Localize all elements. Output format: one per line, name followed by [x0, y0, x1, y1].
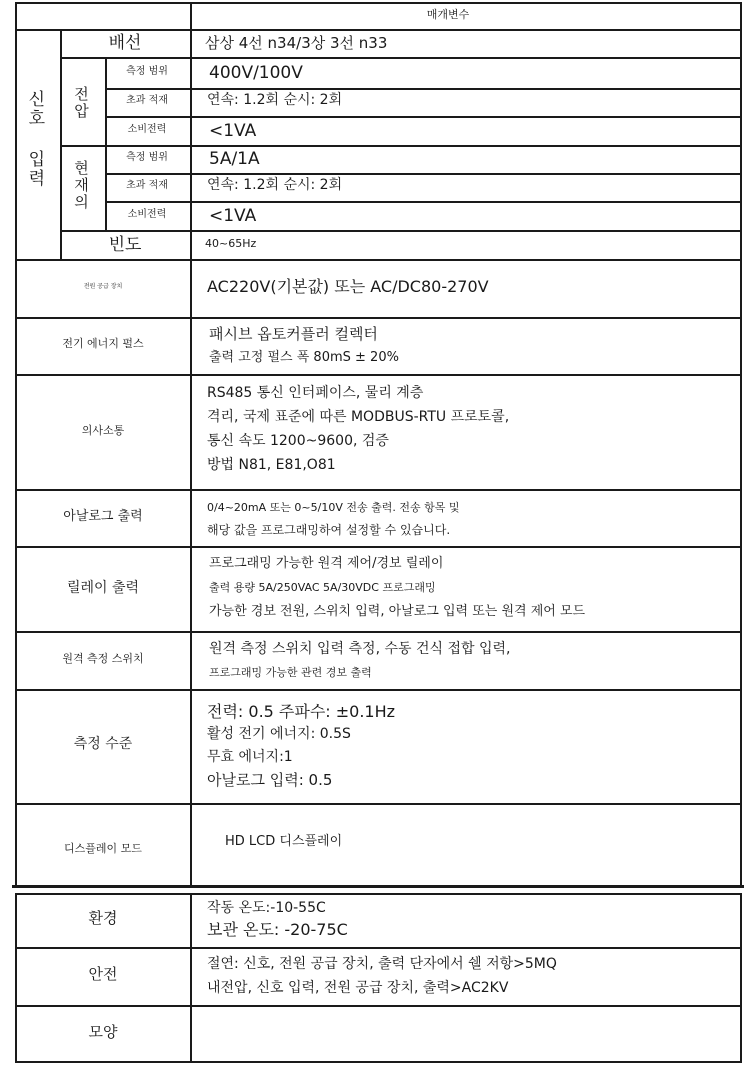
rule [60, 145, 742, 147]
rule [12, 885, 744, 888]
accuracy-value [207, 700, 395, 792]
energy-pulse-value [209, 322, 399, 370]
current-overload-value: 연속: 1.2회 순시: 2회 [207, 177, 343, 193]
accuracy-line: 전력: 0.5 주파수: ±0.1Hz [207, 702, 396, 721]
rule [60, 29, 62, 260]
communication-line: RS485 통신 인터페이스, 물리 계층 [207, 385, 424, 401]
voltage-overload-label: 초과 적재 [126, 95, 168, 106]
wiring-value: 삼상 4선 n34/3상 3선 n33 [205, 34, 388, 52]
communication-line: 격리, 국제 표준에 따른 MODBUS-RTU 프로토콜, [207, 409, 510, 425]
environment-value [207, 897, 348, 941]
rule [15, 29, 742, 31]
rule [740, 893, 742, 1063]
remote-switch-label: 원격 측정 스위치 [62, 652, 144, 665]
parameter-column-header: 매개변수 [426, 8, 470, 21]
rule [15, 317, 742, 319]
safety-line: 내전압, 신호 입력, 전원 공급 장치, 출력>AC2KV [207, 980, 509, 996]
rule [15, 1005, 742, 1007]
communication-value [207, 381, 509, 477]
communication-line: 방법 N81, E81,O81 [207, 457, 336, 473]
voltage-power-value: <1VA [209, 121, 257, 141]
environment-label: 환경 [88, 909, 118, 927]
remote-switch-line: 프로그래밍 가능한 관련 경보 출력 [209, 666, 372, 679]
energy-pulse-line: 출력 고정 펄스 폭 80mS ± 20% [209, 350, 399, 365]
relay-output-value [209, 552, 585, 624]
relay-output-line: 프로그래밍 가능한 원격 제어/경보 릴레이 [209, 556, 444, 571]
current-overload-label: 초과 적재 [126, 180, 168, 191]
rule [15, 689, 742, 691]
power-supply-label: 전원 공급 장치 [83, 283, 123, 290]
rule [15, 546, 742, 548]
rule [15, 1061, 742, 1063]
voltage-range-label: 측정 범위 [126, 66, 168, 77]
voltage-overload-value: 연속: 1.2회 순시: 2회 [207, 92, 343, 108]
communication-label: 의사소통 [81, 424, 125, 437]
analog-output-label: 아날로그 출력 [63, 509, 143, 524]
accuracy-line: 아날로그 입력: 0.5 [207, 771, 333, 789]
current-range-label: 측정 범위 [126, 152, 168, 163]
rule [105, 173, 742, 175]
accuracy-line: 무효 에너지:1 [207, 749, 293, 765]
voltage-power-label: 소비전력 [127, 124, 167, 135]
rule [190, 893, 192, 1063]
voltage-label: 전압 [72, 86, 90, 120]
rule [15, 803, 742, 805]
energy-pulse-line: 패시브 옵토커플러 컬렉터 [209, 325, 378, 343]
rule [15, 947, 742, 949]
safety-value [207, 952, 557, 1000]
communication-line: 통신 속도 1200~9600, 검증 [207, 433, 389, 449]
rule [105, 57, 107, 231]
frequency-value: 40~65Hz [205, 237, 257, 250]
environment-line: 작동 온도:-10-55C [207, 900, 326, 916]
power-supply-value: AC220V(기본값) 또는 AC/DC80-270V [207, 277, 489, 296]
current-power-value: <1VA [209, 206, 257, 226]
rule [105, 201, 742, 203]
rule [15, 2, 17, 887]
relay-output-line: 출력 용량 5A/250VAC 5A/30VDC 프로그래밍 [209, 581, 436, 594]
display-label: 디스플레이 모드 [64, 842, 142, 855]
rule [15, 893, 742, 895]
remote-switch-line: 원격 측정 스위치 입력 측정, 수동 건식 접합 입력, [209, 641, 511, 657]
rule [15, 374, 742, 376]
current-range-value: 5A/1A [209, 149, 260, 169]
rule [15, 2, 742, 4]
energy-pulse-label: 전기 에너지 펄스 [62, 337, 144, 350]
rule [15, 631, 742, 633]
rule [15, 893, 17, 1063]
rule [105, 116, 742, 118]
relay-output-line: 가능한 경보 전원, 스위치 입력, 아날로그 입력 또는 원격 제어 모드 [209, 604, 586, 619]
voltage-range-value: 400V/100V [209, 63, 303, 83]
analog-output-line: 해당 값을 프로그래밍하여 설정할 수 있습니다. [207, 523, 451, 537]
analog-output-value [207, 497, 459, 541]
rule [60, 57, 742, 59]
safety-label: 안전 [88, 965, 118, 983]
environment-line: 보관 온도: -20-75C [207, 920, 348, 939]
current-power-label: 소비전력 [127, 209, 167, 220]
analog-output-line: 0/4~20mA 또는 0~5/10V 전송 출력. 전송 항목 및 [207, 501, 460, 514]
rule [15, 489, 742, 491]
appearance-label: 모양 [88, 1023, 118, 1041]
display-value: HD LCD 디스플레이 [225, 834, 343, 849]
rule [190, 2, 192, 887]
rule [60, 230, 742, 232]
rule [740, 2, 742, 887]
wiring-label: 배선 [108, 33, 142, 53]
safety-line: 절연: 신호, 전원 공급 장치, 출력 단자에서 쉘 저항>5MQ [207, 956, 557, 972]
rule [105, 88, 742, 90]
accuracy-label: 측정 수준 [73, 736, 133, 752]
relay-output-label: 릴레이 출력 [66, 580, 140, 596]
accuracy-line: 활성 전기 에너지: 0.5S [207, 726, 351, 742]
current-label: 현재의 [72, 160, 90, 211]
frequency-label: 빈도 [108, 235, 142, 255]
rule [15, 259, 742, 261]
remote-switch-value [209, 637, 510, 685]
signal-input-label: 신호 입력 [24, 90, 45, 188]
